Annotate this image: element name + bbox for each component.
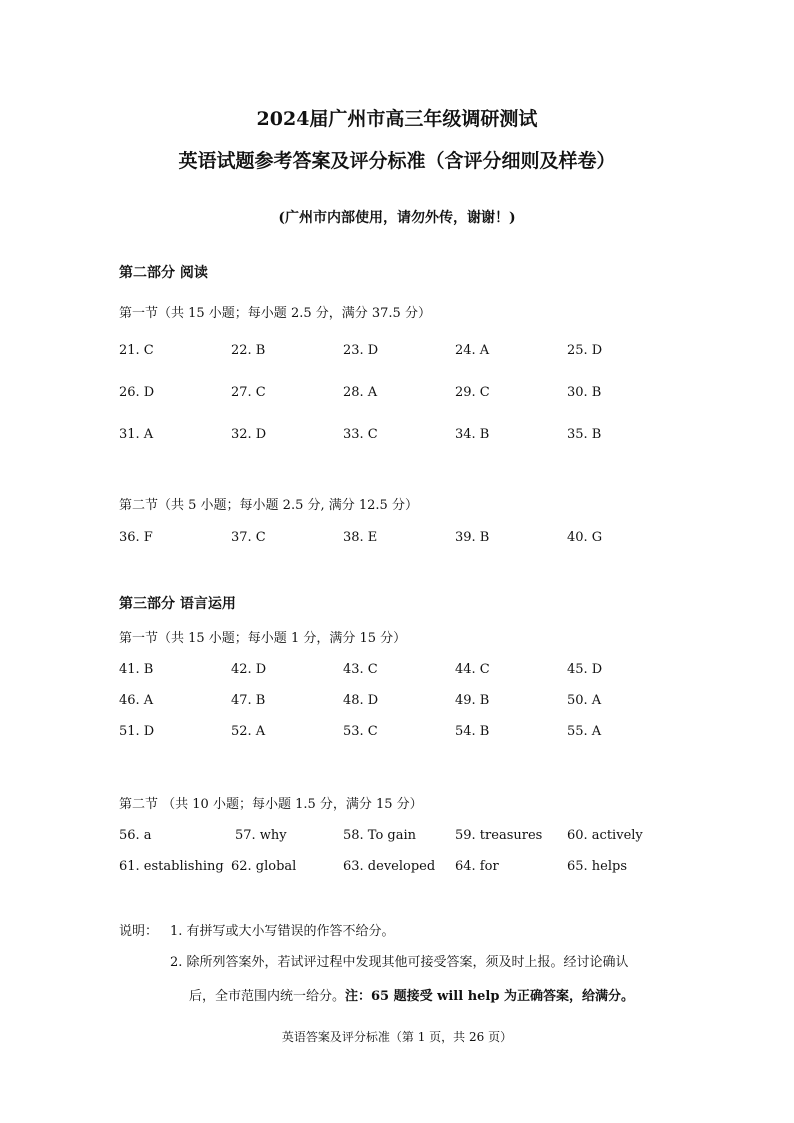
answer: 46. A	[119, 693, 154, 708]
answer: 64. for	[455, 859, 499, 874]
answer: 48. D	[343, 693, 379, 708]
answer: 45. D	[567, 662, 603, 677]
page-title: 2024届广州市高三年级调研测试	[256, 108, 538, 130]
answer: 60. actively	[567, 828, 643, 843]
answer: 24. A	[455, 343, 490, 358]
answer-row	[119, 859, 719, 879]
answer: 26. D	[119, 385, 155, 400]
answer: 29. C	[455, 385, 490, 400]
answer-row	[119, 530, 719, 550]
remark-item-2: 2. 除所列答案外，若试评过程中发现其他可接受答案，须及时上报。经讨论确认	[170, 955, 629, 970]
answer: 34. B	[455, 427, 490, 442]
answer: 37. C	[231, 530, 266, 545]
answer: 61. establishing	[119, 859, 224, 874]
answer-row	[119, 385, 719, 405]
answer: 59. treasures	[455, 828, 543, 843]
answer: 54. B	[455, 724, 490, 739]
part2-section1-heading: 第一节（共 15 小题；每小题 2.5 分，满分 37.5 分）	[119, 306, 431, 321]
part2-heading: 第二部分 阅读	[119, 265, 208, 281]
answer: 27. C	[231, 385, 266, 400]
remarks-label: 说明：	[119, 924, 159, 939]
answer: 40. G	[567, 530, 603, 545]
answer-row	[119, 828, 719, 848]
answer: 65. helps	[567, 859, 628, 874]
answer-row	[119, 427, 719, 447]
answer: 52. A	[231, 724, 266, 739]
page-footer: 英语答案及评分标准（第 1 页，共 26 页）	[281, 1030, 513, 1044]
answer: 32. D	[231, 427, 267, 442]
answer: 63. developed	[343, 859, 436, 874]
answer: 33. C	[343, 427, 378, 442]
answer-row	[119, 343, 719, 363]
remark-item-2-continued	[189, 985, 709, 1004]
answer: 21. C	[119, 343, 154, 358]
answer: 42. D	[231, 662, 267, 677]
answer: 57. why	[235, 828, 287, 843]
answer: 41. B	[119, 662, 154, 677]
answer: 36. F	[119, 530, 153, 545]
answer: 50. A	[567, 693, 602, 708]
answer: 49. B	[455, 693, 490, 708]
answer: 25. D	[567, 343, 603, 358]
answer-row	[119, 662, 719, 682]
answer: 51. D	[119, 724, 155, 739]
answer: 53. C	[343, 724, 378, 739]
answer: 30. B	[567, 385, 602, 400]
answer: 28. A	[343, 385, 378, 400]
remark-item-2-emphasis: 注：65 题接受 will help 为正确答案，给满分。	[345, 989, 634, 1004]
answer: 62. global	[231, 859, 297, 874]
answer: 43. C	[343, 662, 378, 677]
answer: 35. B	[567, 427, 602, 442]
answer: 38. E	[343, 530, 378, 545]
part3-heading: 第三部分 语言运用	[119, 596, 236, 612]
part3-section1-heading: 第一节（共 15 小题；每小题 1 分，满分 15 分）	[119, 631, 407, 646]
page-subtitle: 英语试题参考答案及评分标准（含评分细则及样卷）	[178, 150, 616, 172]
answer-row	[119, 693, 719, 713]
answer: 55. A	[567, 724, 602, 739]
answer: 23. D	[343, 343, 379, 358]
answer: 44. C	[455, 662, 490, 677]
part3-section2-heading: 第二节 （共 10 小题；每小题 1.5 分，满分 15 分）	[119, 797, 423, 812]
answer: 22. B	[231, 343, 266, 358]
remark-item-2-text: 后，全市范围内统一给分。	[189, 989, 346, 1004]
answer: 56. a	[119, 828, 152, 843]
internal-use-note: (广州市内部使用，请勿外传，谢谢！)	[278, 210, 516, 226]
answer: 39. B	[455, 530, 490, 545]
answer: 31. A	[119, 427, 154, 442]
answer-row	[119, 724, 719, 744]
answer: 58. To gain	[343, 828, 417, 843]
remark-item-1: 1. 有拼写或大小写错误的作答不给分。	[170, 924, 395, 939]
answer: 47. B	[231, 693, 266, 708]
part2-section2-heading: 第二节（共 5 小题；每小题 2.5 分, 满分 12.5 分）	[119, 498, 418, 513]
